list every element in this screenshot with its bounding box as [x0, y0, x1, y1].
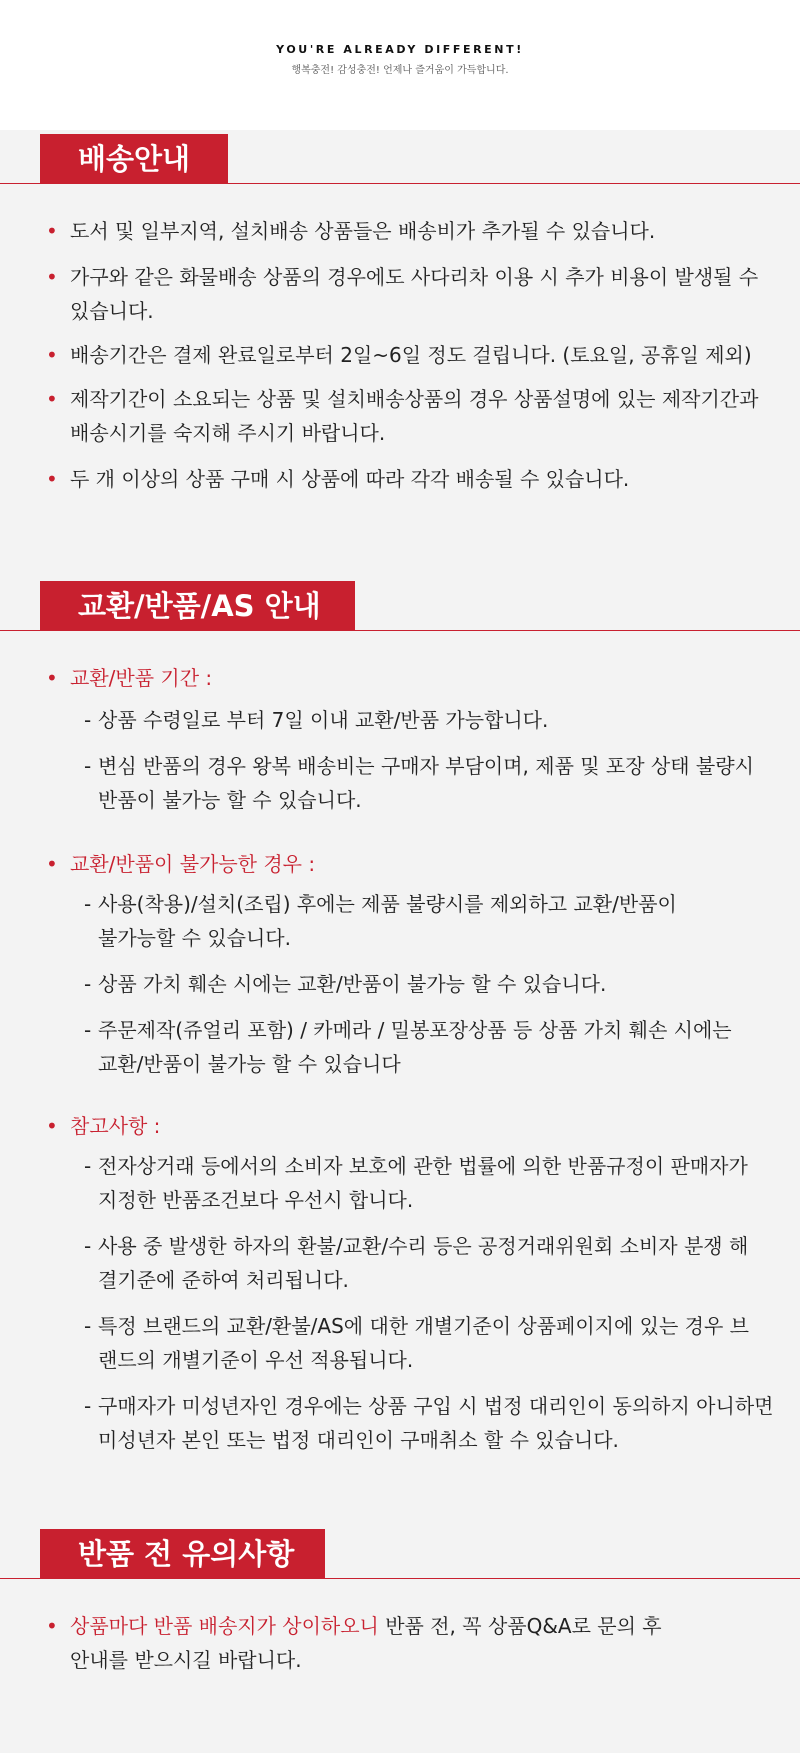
list-item: - 상품 수령일로 부터 7일 이내 교환/반품 가능합니다.	[0, 703, 800, 737]
section-title: 배송안내	[40, 134, 228, 184]
list-item: - 변심 반품의 경우 왕복 배송비는 구매자 부담이며, 제품 및 포장 상태 불량시 반품이 불가능 할 수 있습니다.	[0, 749, 800, 817]
list-item: - 특정 브랜드의 교환/환불/AS에 대한 개별기준이 상품페이지에 있는 경우 브랜드의 개별기준이 우선 적용됩니다.	[0, 1309, 800, 1377]
section-header	[0, 1529, 800, 1579]
section-title: 교환/반품/AS 안내	[40, 581, 355, 631]
tagline: YOU'RE ALREADY DIFFERENT!	[276, 43, 524, 56]
impossible-list	[0, 887, 800, 1081]
section-title: 반품 전 유의사항	[40, 1529, 325, 1579]
shipping-list	[0, 214, 800, 496]
list-item: - 주문제작(쥬얼리 포함) / 카메라 / 밀봉포장상품 등 상품 가치 훼손 시에는 교환/반품이 불가능 할 수 있습니다	[0, 1013, 800, 1081]
section-divider	[0, 183, 800, 184]
list-item: - 상품 가치 훼손 시에는 교환/반품이 불가능 할 수 있습니다.	[0, 967, 800, 1001]
list-item: - 전자상거래 등에서의 소비자 보호에 관한 법률에 의한 반품규정이 판매자가 지정한 반품조건보다 우선시 합니다.	[0, 1149, 800, 1217]
exchange-section	[0, 581, 800, 1452]
impossible-heading: • 교환/반품이 불가능한 경우 :	[0, 847, 800, 881]
highlight-text: 상품마다 반품 배송지가 상이하오니	[70, 1614, 379, 1638]
period-list	[0, 703, 800, 817]
shipping-section	[0, 134, 800, 491]
list-item	[0, 1609, 800, 1677]
notes-list	[0, 1149, 800, 1457]
return-notice-section	[0, 1529, 800, 1672]
notes-heading: • 참고사항 :	[0, 1109, 800, 1143]
list-item: • 가구와 같은 화물배송 상품의 경우에도 사다리차 이용 시 추가 비용이 발생될 수 있습니다.	[0, 260, 800, 328]
section-divider	[0, 1578, 800, 1579]
list-item: • 배송기간은 결제 완료일로부터 2일~6일 정도 걸립니다. (토요일, 공휴일 제외)	[0, 338, 800, 372]
list-item: - 사용(착용)/설치(조립) 후에는 제품 불량시를 제외하고 교환/반품이 불가능할 수 있습니다.	[0, 887, 800, 955]
list-item: - 사용 중 발생한 하자의 환불/교환/수리 등은 공정거래위원회 소비자 분쟁 해결기준에 준하여 처리됩니다.	[0, 1229, 800, 1297]
notice-text: 반품 전, 꼭 상품Q&A로 문의 후 안내를 받으시길 바랍니다.	[70, 1614, 662, 1672]
list-item: • 제작기간이 소요되는 상품 및 설치배송상품의 경우 상품설명에 있는 제작기간과 배송시기를 숙지해 주시기 바랍니다.	[0, 382, 800, 450]
tagline-subtitle: 행복충전! 감성충전! 언제나 즐거움이 가득합니다.	[291, 65, 509, 76]
page-header	[0, 0, 800, 130]
list-item: - 구매자가 미성년자인 경우에는 상품 구입 시 법정 대리인이 동의하지 아니하면 미성년자 본인 또는 법정 대리인이 구매취소 할 수 있습니다.	[0, 1389, 800, 1457]
section-divider	[0, 630, 800, 631]
return-notice-list	[0, 1609, 800, 1677]
section-header	[0, 134, 800, 184]
list-item: • 도서 및 일부지역, 설치배송 상품들은 배송비가 추가될 수 있습니다.	[0, 214, 800, 248]
period-heading: • 교환/반품 기간 :	[0, 661, 800, 695]
list-item: • 두 개 이상의 상품 구매 시 상품에 따라 각각 배송될 수 있습니다.	[0, 462, 800, 496]
section-header	[0, 581, 800, 631]
